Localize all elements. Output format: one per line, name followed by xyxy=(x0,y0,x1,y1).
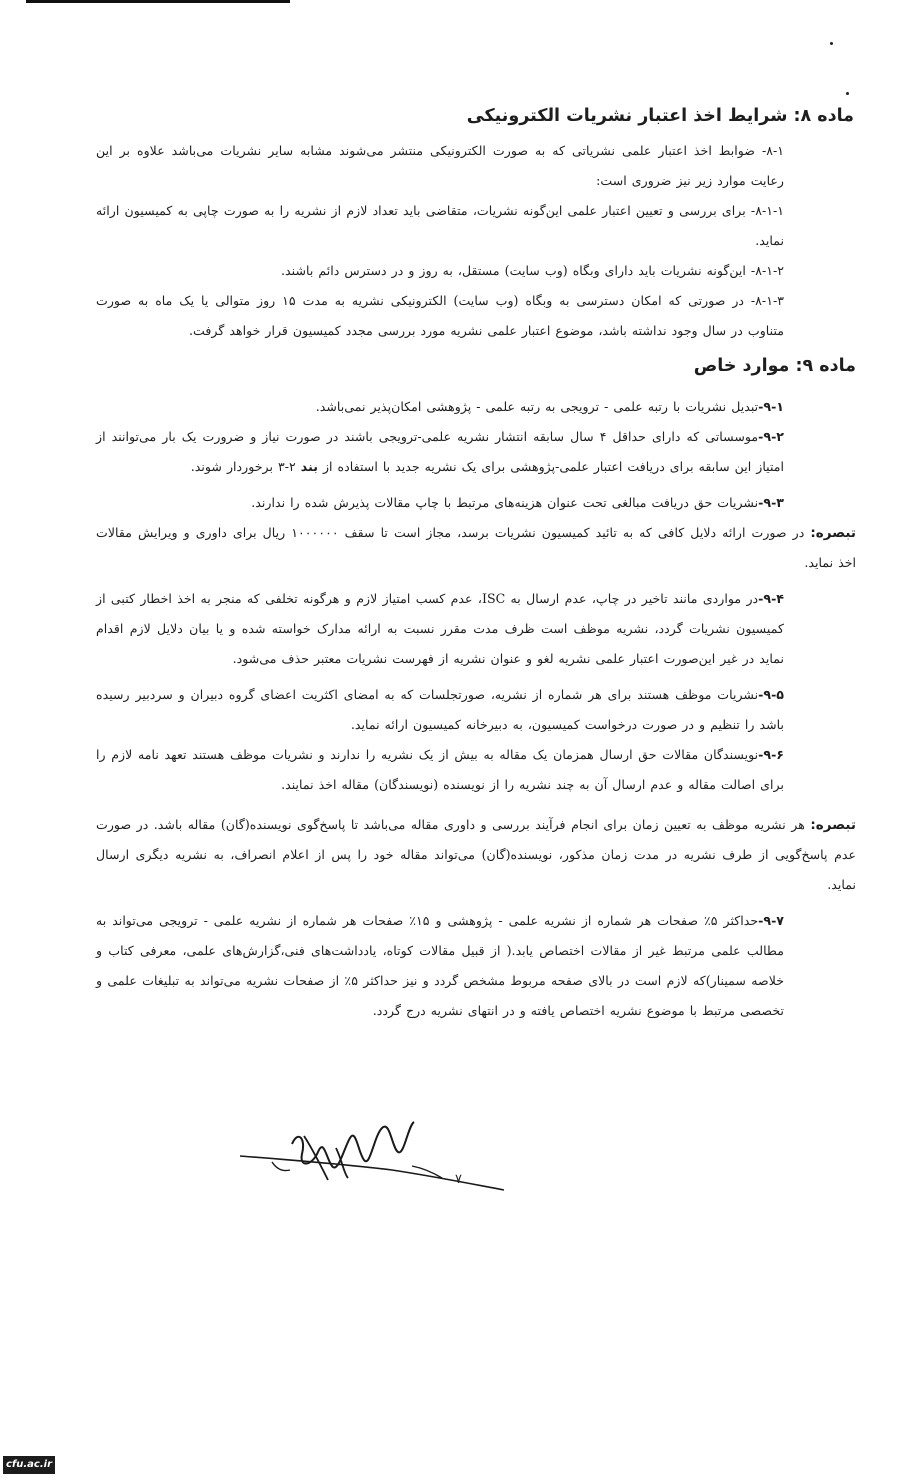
clause-number: ۹-۵- xyxy=(758,687,784,702)
article-9-heading: ماده ۹: موارد خاص xyxy=(693,356,856,376)
note-text: در صورت ارائه دلایل کافی که به تائید کمیسیون نشریات برسد، مجاز است تا سقف ۱۰۰۰۰۰۰ ریال برای داوری و ویرایش مقالات اخذ نماید. xyxy=(96,525,856,570)
clause-text-end: ۲-۳ برخوردار شوند. xyxy=(190,459,296,474)
note-label: تبصره: xyxy=(810,525,856,541)
clause-number: ۹-۲- xyxy=(758,429,784,444)
clause-text: نشریات حق دریافت مبالغی تحت عنوان هزینه‌های مرتبط با چاپ مقالات پذیرش شده را ندارند. xyxy=(251,495,759,510)
clause-bold-word: بند xyxy=(300,459,318,474)
article-9-6 xyxy=(96,740,784,800)
clause-number: ۹-۶- xyxy=(758,747,784,762)
clause-text: موسساتی که دارای حداقل ۴ سال سابقه انتشار نشریه علمی-ترویجی باشند در صورت نیاز و ضرورت یک بار می‌توانند از امتیاز این سابقه برای دریافت اعتبار علمی-پژوهشی برای یک نشریه جدید با استفاده از xyxy=(96,429,784,474)
article-9-2 xyxy=(96,422,784,482)
site-logo: cfu.ac.ir xyxy=(3,1456,55,1474)
clause-number: ۹-۷- xyxy=(758,913,784,928)
article-8-1-1: ۸-۱-۱- برای بررسی و تعیین اعتبار علمی این‌گونه نشریات، متقاضی باید تعداد لازم از نشریه را به صورت چاپی به کمیسیون ارائه نماید. xyxy=(96,203,784,248)
note-label: تبصره: xyxy=(810,817,856,833)
article-8-1: ۸-۱- ضوابط اخذ اعتبار علمی نشریاتی که به صورت الکترونیکی منتشر می‌شوند مشابه سایر نشریات می‌باشد علاوه بر این رعایت موارد زیر نیز ضروری است: xyxy=(96,143,784,188)
signature-image xyxy=(232,1108,512,1198)
article-8-1-3: ۸-۱-۳- در صورتی که امکان دسترسی به وبگاه (وب سایت) الکترونیکی نشریه به مدت ۱۵ روز متوالی یا یک ماه به صورت متناوب در سال وجود نداشته باشد، موضوع اعتبار علمی نشریه مورد بررسی مجدد کمیسیون قرار خواهد گرفت. xyxy=(96,293,784,338)
document-body xyxy=(96,96,856,1026)
article-9-5 xyxy=(96,680,784,740)
clause-text: نشریات موظف هستند برای هر شماره از نشریه، صورتجلسات که به امضای اکثریت اعضای گروه دبیران و سردبیر رسیده باشد را تنظیم و در صورت درخواست کمیسیون، به دبیرخانه کمیسیون ارائه نماید. xyxy=(96,687,784,732)
clause-text: تبدیل نشریات با رتبه علمی - ترویجی به رتبه علمی - پژوهشی امکان‌پذیر نمی‌باشد. xyxy=(315,399,759,414)
article-9-1 xyxy=(96,392,784,422)
clause-text: نویسندگان مقالات حق ارسال همزمان یک مقاله به بیش از یک نشریه را ندارند و نشریات موظف هستند تعهد نامه لازم را برای اصالت مقاله و عدم ارسال آن به چند نشریه را از نویسنده (نویسندگان) مقاله اخذ نمایند. xyxy=(96,747,784,792)
note-text: هر نشریه موظف به تعیین زمان برای انجام فرآیند بررسی و داوری مقاله می‌باشد تا پاسخ‌گوی نویسنده(گان) مقاله باشد. در صورت عدم پاسخ‌گویی از طرف نشریه در مدت زمان مذکور، نویسنده(گان) می‌تواند مقاله خود را پس از اعلام انصراف، به نشریه دیگری ارسال نماید. xyxy=(96,817,856,892)
clause-number: ۹-۱- xyxy=(758,399,784,414)
signature-stroke xyxy=(240,1156,504,1190)
note-2 xyxy=(96,810,856,900)
article-9-3 xyxy=(96,488,784,518)
clause-text: حداکثر ۵٪ صفحات هر شماره از نشریه علمی - پژوهشی و ۱۵٪ صفحات هر شماره از نشریه علمی - ترویجی می‌تواند به مطالب علمی مرتبط غیر از مقالات اختصاص یابد.( از قبیل مقالات کوتاه، یادداشت‌های فنی،گزارش‌های علمی، معرفی کتاب و خلاصه سمینار)که لازم است در بالای صفحه مربوط مشخص گردد و نیز حداکثر ۵٪ از صفحات نشریه می‌تواند به تبلیغات علمی و تخصصی مرتبط با موضوع نشریه اختصاص یافته و در انتهای نشریه درج گردد. xyxy=(96,913,784,1018)
article-9-7 xyxy=(96,906,784,1026)
article-9-4 xyxy=(96,584,784,674)
speck-mark xyxy=(846,92,849,95)
clause-number: ۹-۴- xyxy=(758,591,784,606)
top-rule xyxy=(26,0,290,3)
page-number: ۷ xyxy=(455,1172,462,1187)
article-8-heading: ماده ۸: شرایط اخذ اعتبار نشریات الکترونیکی xyxy=(466,106,854,126)
clause-text: در مواردی مانند تاخیر در چاپ، عدم ارسال به ISC، عدم کسب امتیاز لازم و هرگونه تخلفی که منجر به اخذ اخطار کتبی از کمیسیون نشریات گردد، نشریه موظف است ظرف مدت مقرر نسبت به ارائه مدارک خواسته شده و یا بیان دلایل لازم اقدام نماید در غیر این‌صورت اعتبار علمی نشریه لغو و عنوان نشریه از فهرست نشریات معتبر حذف می‌شود. xyxy=(96,591,784,666)
signature-stroke xyxy=(272,1162,442,1178)
clause-number: ۹-۳- xyxy=(758,495,784,510)
article-8-1-2: ۸-۱-۲- این‌گونه نشریات باید دارای وبگاه (وب سایت) مستقل، به روز و در دسترس دائم باشند. xyxy=(281,263,784,278)
note-1 xyxy=(96,518,856,578)
speck-mark xyxy=(830,42,833,45)
